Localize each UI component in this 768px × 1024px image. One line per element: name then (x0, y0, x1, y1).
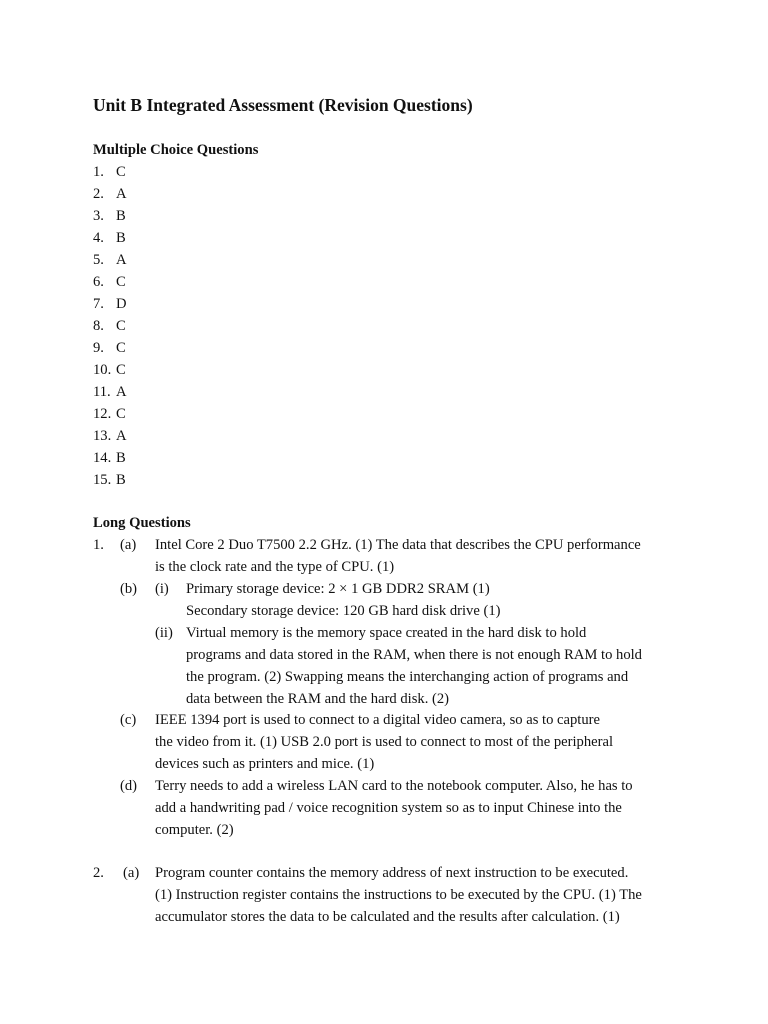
mcq-answer: A (116, 384, 127, 400)
answer-line: Terry needs to add a wireless LAN card to the notebook computer. Also, he has to (155, 778, 633, 794)
mcq-answer-num: 9. (93, 340, 104, 356)
answer-line: IEEE 1394 port is used to connect to a digital video camera, so as to capture (155, 712, 600, 728)
mcq-answer: B (116, 450, 126, 466)
page-title: Unit B Integrated Assessment (Revision Questions) (93, 95, 473, 115)
part-label: (a) (123, 865, 140, 881)
mcq-answer: C (116, 318, 126, 334)
mcq-answer-num: 6. (93, 274, 104, 290)
mcq-answer: B (116, 208, 126, 224)
mcq-answer-num: 12. (93, 406, 112, 422)
answer-line: computer. (2) (155, 822, 234, 838)
mcq-answer-num: 2. (93, 186, 104, 202)
mcq-answer: A (116, 252, 127, 268)
mcq-answer: C (116, 362, 126, 378)
answer-line: Primary storage device: 2 × 1 GB DDR2 SRAM (1) (186, 581, 490, 597)
long-questions-heading: Long Questions (93, 515, 191, 531)
answer-line: the program. (2) Swapping means the interchanging action of programs and (186, 669, 629, 685)
answer-line: is the clock rate and the type of CPU. (1) (155, 559, 395, 575)
mcq-answer-num: 4. (93, 230, 104, 246)
answer-line: programs and data stored in the RAM, when there is not enough RAM to hold (186, 647, 642, 663)
answer-line: Secondary storage device: 120 GB hard disk drive (1) (186, 603, 501, 619)
mcq-answer-num: 13. (93, 428, 112, 444)
subpart-label: (i) (155, 581, 169, 597)
answer-line: Virtual memory is the memory space created in the hard disk to hold (186, 625, 587, 641)
question-number: 2. (93, 865, 104, 881)
mcq-answer: B (116, 230, 126, 246)
answer-line: data between the RAM and the hard disk. (2) (186, 691, 450, 707)
mcq-answer: B (116, 472, 126, 488)
mcq-answer-num: 3. (93, 208, 104, 224)
answer-line: the video from it. (1) USB 2.0 port is used to connect to most of the peripheral (155, 734, 613, 750)
mcq-answer-num: 10. (93, 362, 112, 378)
answer-line: (1) Instruction register contains the instructions to be executed by the CPU. (1) The (155, 887, 642, 903)
mcq-answer-num: 14. (93, 450, 112, 466)
mcq-answer-num: 1. (93, 164, 104, 180)
mcq-answer-num: 11. (93, 384, 111, 400)
mcq-answer: A (116, 186, 127, 202)
mcq-answer: C (116, 406, 126, 422)
part-label: (d) (120, 778, 138, 794)
answer-line: devices such as printers and mice. (1) (155, 756, 375, 772)
mcq-answer: C (116, 274, 126, 290)
mcq-answer-num: 7. (93, 296, 104, 312)
answer-line: Program counter contains the memory address of next instruction to be executed. (155, 865, 629, 881)
mcq-answer: D (116, 296, 127, 312)
subpart-label: (ii) (155, 625, 173, 641)
mcq-heading: Multiple Choice Questions (93, 142, 259, 158)
answer-line: Intel Core 2 Duo T7500 2.2 GHz. (1) The data that describes the CPU performance (155, 537, 641, 553)
mcq-answer-num: 15. (93, 472, 112, 488)
mcq-answer-num: 8. (93, 318, 104, 334)
mcq-answer-num: 5. (93, 252, 104, 268)
part-label: (a) (120, 537, 137, 553)
part-label: (b) (120, 581, 138, 597)
question-number: 1. (93, 537, 104, 553)
mcq-answer: C (116, 164, 126, 180)
mcq-answer: C (116, 340, 126, 356)
answer-line: add a handwriting pad / voice recognition system so as to input Chinese into the (155, 800, 622, 816)
mcq-answer: A (116, 428, 127, 444)
answer-line: accumulator stores the data to be calculated and the results after calculation. (1) (155, 909, 620, 925)
part-label: (c) (120, 712, 137, 728)
